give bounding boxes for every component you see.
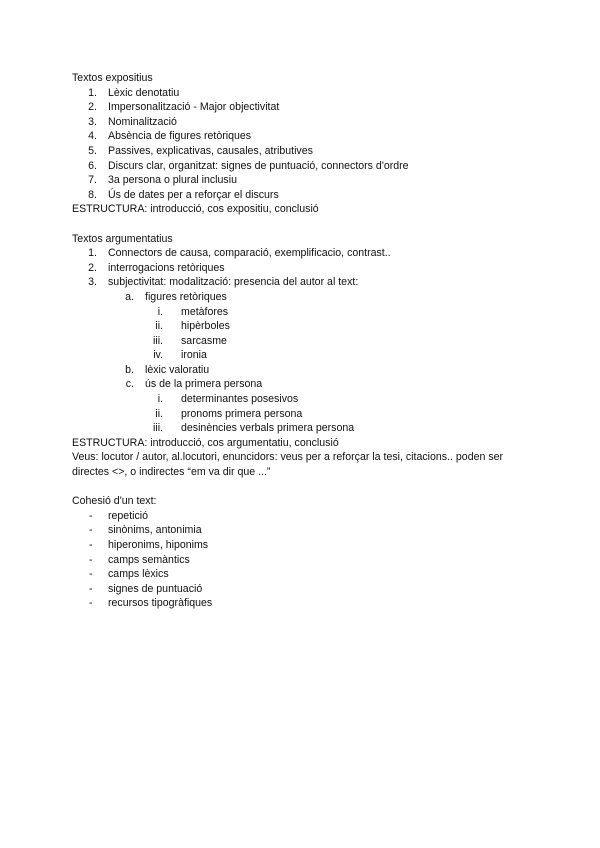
bullet-item: - recursos tipogràfiques [89,597,213,610]
sub-list-item: a. figures retòriques [125,290,227,303]
bullet-item: - hiperonims, hiponims [89,539,209,551]
list-item: 8. Ús de dates per a reforçar el discurs [88,188,279,201]
sub-sub-list-item: iv. ironia [153,349,207,362]
sub-sub-list-item: i. determinantes posesivos [157,393,299,406]
list-item: 7. 3a persona o plural inclusiu [88,174,237,187]
section-title: Textos expositius [72,72,153,84]
bullet-item: - sinònims, antonimia [89,524,202,537]
sub-sub-list-item: ii. pronoms primera persona [155,407,303,420]
list-item: 3. subjectivitat: modalització: presencia del autor al text: [88,276,359,289]
list-item: 3. Nominalització [88,115,177,128]
sub-sub-list-item: ii. hipèrboles [155,320,230,333]
section-title: Textos argumentatius [72,232,173,245]
list-item: 1. Lèxic denotatiu [88,86,180,99]
veus-paragraph: Veus: locutor / autor, al.locutori, enuncidors: veus per a reforçar la tesi, citacions.. poden ser directes <>, o indirectes “em va dir que ...” [72,451,504,479]
list-item: 6. Discurs clar, organitzat: signes de puntuació, connectors d'ordre [88,159,409,172]
sub-sub-list-item: i. metàfores [157,305,229,318]
list-item: 5. Passives, explicativas, causales, atributives [88,144,313,157]
list-item: 2. Impersonalització - Major objectivitat [88,101,280,114]
bullet-item: - repetició [89,509,149,522]
list-item: 4. Absència de figures retòriques [88,130,252,143]
bullet-item: - camps lèxics [89,568,169,581]
sub-list-item: b. lèxic valoratiu [125,363,210,376]
sub-list-item: c. ús de la primera persona [125,378,263,391]
bullet-item: - signes de puntuació [89,582,203,595]
bullet-item: - camps semàntics [89,553,190,566]
sub-sub-list-item: iii. sarcasme [152,334,227,347]
estructura-line: ESTRUCTURA: introducció, cos argumentatiu, conclusió [72,436,339,449]
sub-sub-list-item: iii. desinències verbals primera persona [152,422,355,435]
list-item: 1. Connectors de causa, comparació, exemplificacio, contrast.. [88,247,391,260]
section-title: Cohesió d'un text: [72,495,157,508]
estructura-line: ESTRUCTURA: introducció, cos expositiu, conclusió [72,203,319,216]
list-item: 2. interrogacions retòriques [88,261,225,274]
document-page [72,71,542,611]
